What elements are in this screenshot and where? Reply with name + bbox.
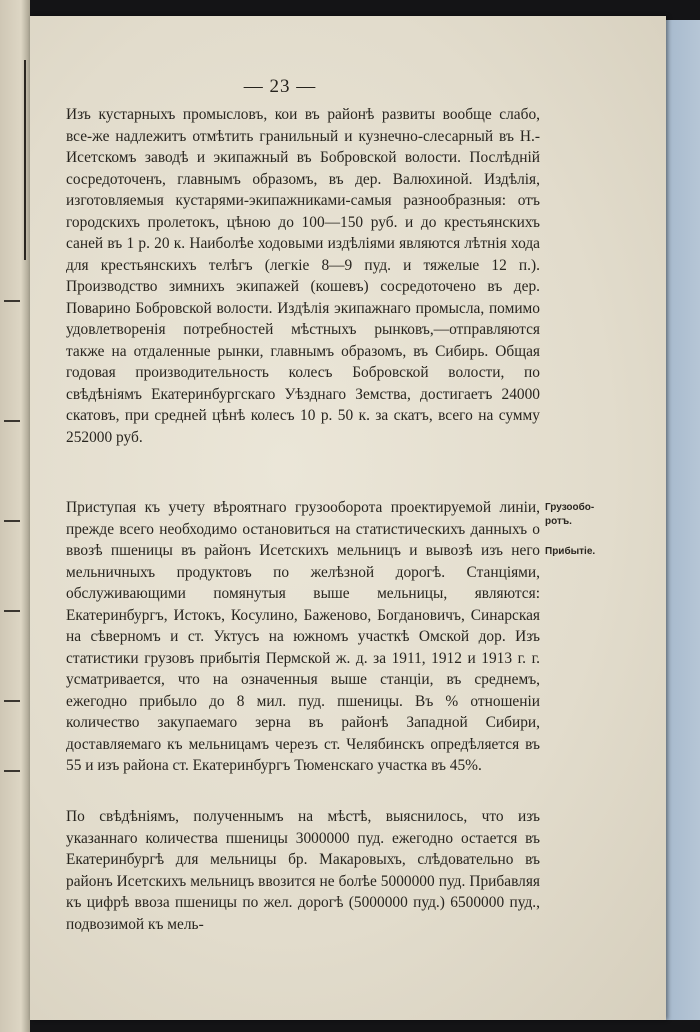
paragraph-text: Приступая къ учету вѣроятнаго грузооборота проектируемой линіи, прежде всего необходимо остановиться на статистическихъ данныхъ о ввозѣ пшеницы въ районъ Исетскихъ мельницъ и вывозѣ изъ него мельничныхъ продуктовъ по желѣзной дорогѣ. Станціями, обслуживающими помянутыя выше мельницы, являются: Екатеринбургъ, Истокъ, Косулино, Баженово, Богдановичъ, Синарская на сѣверномъ и ст. Уктусъ на южномъ участкѣ Омской дор. Изъ статистики грузовъ прибытія Пермской ж. д. за 1911, 1912 и 1913 г. г. усматривается, что на означенныя выше станціи, въ среднемъ, ежегодно прибыло до 8 мил. пуд. пшеницы. Въ % отношеніи количество закупаемаго зерна въ районѣ Западной Сибири, доставляемаго къ мельницамъ черезъ ст. Челябинскъ опредѣляется въ 55 и изъ района ст. Екатеринбургъ Тюменскаго участка въ 45%.	[66, 499, 540, 774]
adjacent-page-mark	[4, 520, 20, 522]
paragraph-information	[66, 806, 540, 935]
paragraph-text: По свѣдѣніямъ, полученнымъ на мѣстѣ, выяснилось, что изъ указаннаго количества пшеницы 3000000 пуд. ежегодно остается въ Екатеринбургѣ для мельницы бр. Макаровыхъ, слѣдовательно въ районъ Исетскихъ мельницъ ввозится не болѣе 5000000 пуд. Прибавляя къ цифрѣ ввоза пшеницы по жел. дорогѣ (5000000 пуд.) 6500000 пуд., подвозимой къ мель-	[66, 808, 540, 933]
margin-note-arrival: Прибытіе.	[545, 546, 596, 557]
adjacent-page-mark	[4, 770, 20, 772]
paragraph-crafts	[66, 104, 540, 448]
margin-note-freight: Грузообо-ротъ.	[545, 502, 595, 527]
adjacent-page-mark	[4, 610, 20, 612]
paragraph-freight	[66, 497, 540, 777]
adjacent-page-edge	[0, 0, 30, 1032]
adjacent-page-mark	[4, 700, 20, 702]
adjacent-page-mark	[4, 420, 20, 422]
adjacent-page-mark	[4, 300, 20, 302]
page-number: — 23 —	[243, 76, 317, 97]
paragraph-text: Изъ кустарныхъ промысловъ, кои въ районѣ развиты вообще слабо, все-же надлежитъ отмѣтить гранильный и кузнечно-слесарный въ Н.-Исетскомъ заводѣ и экипажный въ Бобровской волости. Послѣдній сосредоточенъ, главнымъ образомъ, въ дер. Валюхиной. Издѣлія, изготовляемыя кустарями-экипажниками-самыя разнообразныя: отъ городскихъ пролетокъ, цѣною до 100—150 руб. и до крестьянскихъ саней въ 1 р. 20 к. Наиболѣе ходовыми издѣліями являются лѣтнія хода для крестьянскихъ телѣгъ (легкіе 8—9 пуд. и тяжелые 12 п.). Производство зимнихъ экипажей (кошевъ) сосредоточено въ дер. Поварино Бобровской волости. Издѣлія экипажнаго промысла, помимо удовлетворенія потребностей мѣстныхъ рынковъ,—отправляются также на отдаленные рынки, главнымъ образомъ, въ Сибирь. Общая годовая производительность колесъ Бобровской волости, по свѣдѣніямъ Екатеринбургскаго Уѣзднаго Земства, достигаетъ 24000 скатовъ, при средней цѣнѣ колесъ 10 р. 50 к. за скатъ, всего на сумму 252000 руб.	[66, 106, 540, 446]
